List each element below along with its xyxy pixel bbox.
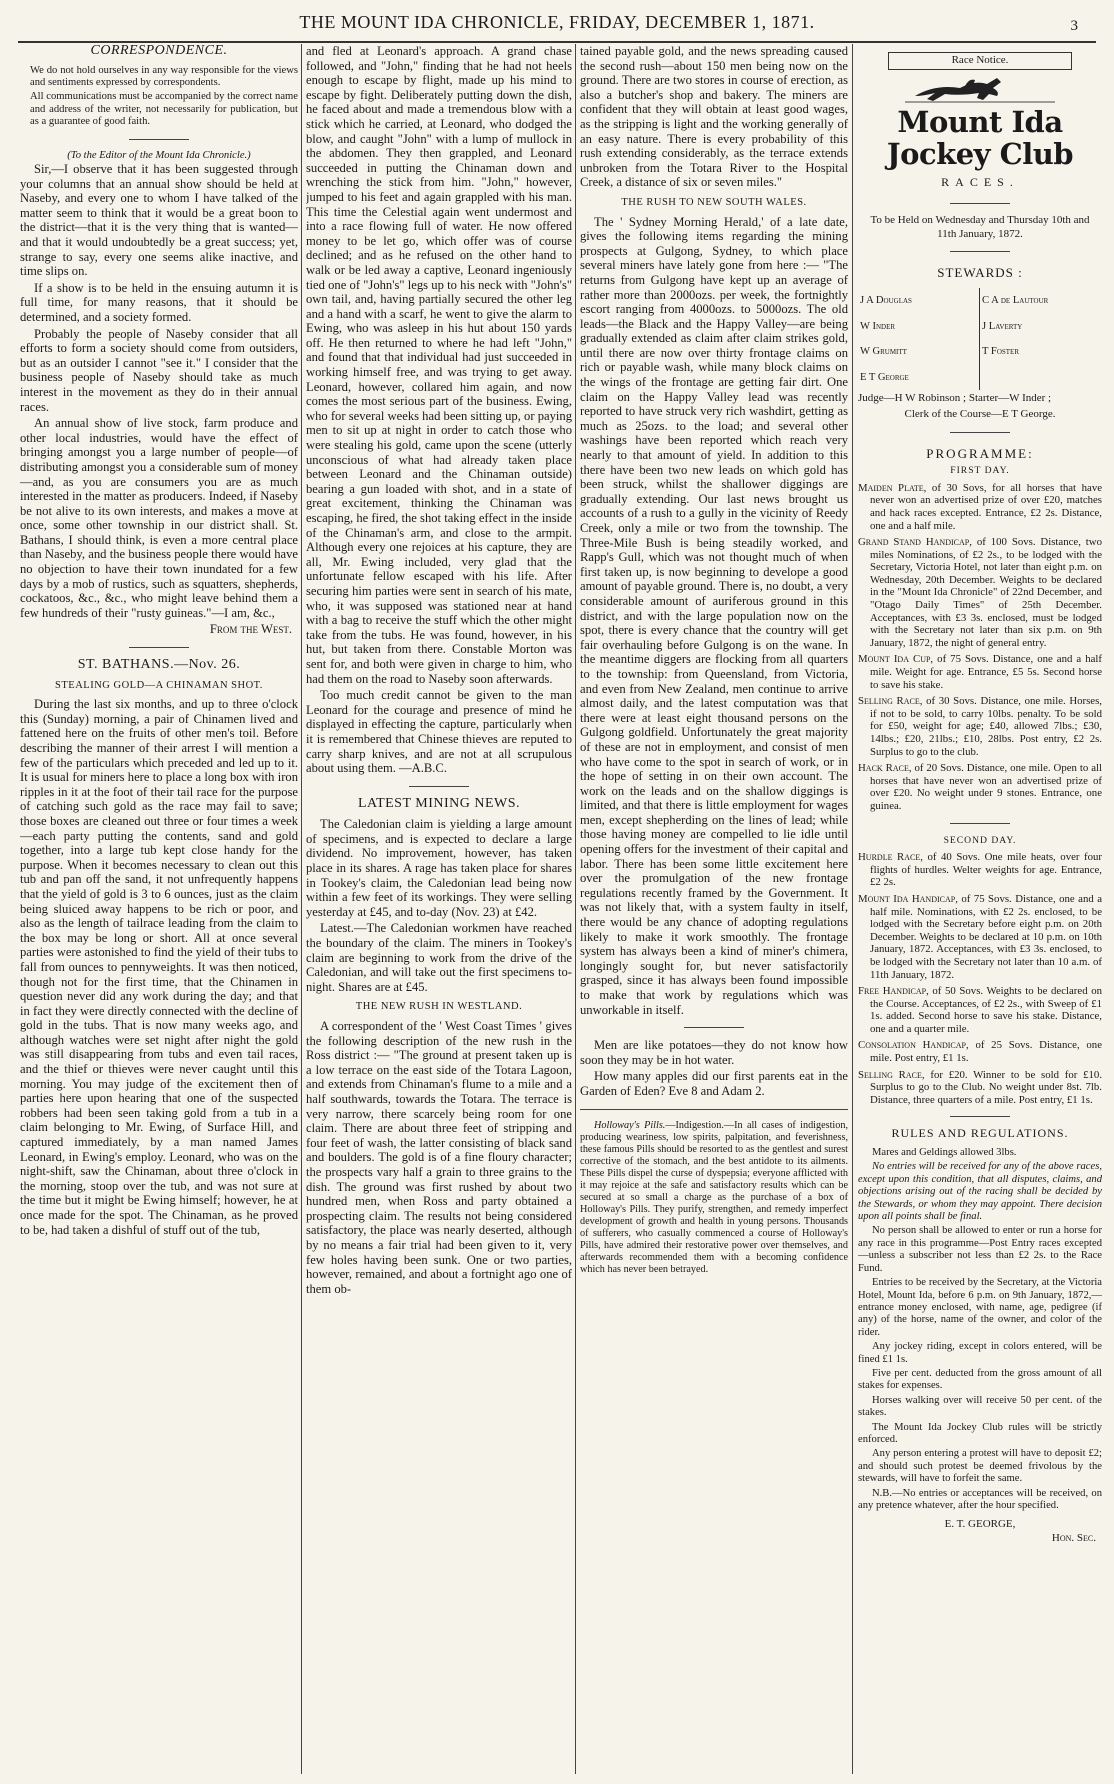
- race-entry: Mount Ida Handicap, of 75 Sovs. Distance, one and a half mile. Nominations, with £2 2s. enclosed, to be lodged with the Secretary before eight p.m. on 20th December. Weights to be declared at 10 p.m. on 10th January, 1872. Acceptances, with £3 3s. enclosed, to be lodged with the Secretary not later than 10 a.m. of 11th January, 1872.: [858, 892, 1102, 981]
- notice-responsibility: We do not hold ourselves in any way responsible for the views and sentiments expressed by correspondents.: [30, 64, 298, 88]
- article-paragraph: The ' Sydney Morning Herald,' of a late date, gives the following items regarding the mining prospects at Gulgong, Sydney, to which place several miners have lately gone from here :— "The returns from Gulgong have kept up an average of rather more than 2000ozs. per week, the fortnightly escort ranging from 4000ozs. to 5000ozs. The old leads—the Black and the Happy Valley—are being gradually extended as claim after claim strikes gold, until there are now over thirty frontage claims on rich or payable wash, while many block claims on the wings of the frontage are getting fair dirt. One claim on the Happy Valley lead was recently reported to have struck very rich washdirt, getting as much as 25ozs. to the load; and several other washings have been reported which reach very nearly to that amount of yield. In addition to this there have been two new leads on which gold has been struck, whilst the shallower diggings are gradually extending. Our last news brought us accounts of a rush to a gully in the vicinity of Reedy Creek, only a mile or two from the township. The Three-Mile Bush is being steadily worked, and Rapp's Gull, which was not thought much of when first taken up, is now beginning to develope a good amount of payable ground. There is, no doubt, a very considerable amount of auriferous ground in this district, and with the large population now on the spot, there is every chance that the country will get fair overhauling before Gulgong is on the wane. In the meantime diggers are flocking from all quarters to the township: from Queensland, from Victoria, and even from New Zealand, men continue to arrive almost daily, and the latest computation was that there were at least eight thousand persons on the Gulgong goldfield. Unfortunately the great majority of these are not in employment, and consist of men who have come to the spot in search of work, or in the hope of setting in on their own account. The work on the leads and on the shallow diggings is limited, and that there is little employment for wages men, except shepherding on the lines of lead; while those having money are compelled to lie idle until opening offers for the investment of their capital and labor. There has been some little excitement here over the promulgation of the new frontage regulations recently framed by the Government. It was not likely that, with a system faulty in itself, there would be any chance of adopting regulations likely to make it work smoothly. The frontage system has always been a kind of miner's chimera, longingly sought for, but never satisfactorily grasped, since it has always been found impossible to make that work by regulations which was unworkable in itself.: [580, 214, 848, 1017]
- rule-item: The Mount Ida Jockey Club rules will be strictly enforced.: [858, 1421, 1102, 1445]
- first-day-label: FIRST DAY.: [950, 465, 1010, 477]
- rule-item: Any jockey riding, except in colors entered, will be fined £1 1s.: [858, 1341, 1102, 1365]
- nsw-heading: THE RUSH TO NEW SOUTH WALES.: [621, 196, 807, 208]
- rule-item: Any person entering a protest will have to deposit £2; and should such protest be deemed frivolous by the stewards, will have to forfeit the same.: [858, 1448, 1102, 1485]
- divider: [950, 432, 1010, 433]
- divider: [409, 786, 469, 787]
- holloway-text: —Indigestion.—In all cases of indigestion, producing weariness, low spirits, palpitation, and feverishness, these famous Pills should be resorted to as the gentlest and surest corrective of the stomach, and the best antidote to its ailments. These Pills dispel the curse of dyspepsia; everyone afflicted with it may rejoice at the safe and satisfactory results which can be secured at so small a charge as the purchase of a box of Holloway's Pills. They purify, strengthen, and remedy imperfect development of growth and health in young persons. Thousands of sufferers, who casually commenced a course of Holloway's Pills, have admired their restorative power over themselves, and afterwards recommended them with a becoming confidence which has never been betrayed.: [580, 1119, 848, 1275]
- divider: [950, 823, 1010, 824]
- letter-addressee: (To the Editor of the Mount Ida Chronicle.): [67, 149, 251, 161]
- divider: [950, 203, 1010, 204]
- notice-communications: All communications must be accompanied by the correct name and address of the writer, not necessarily for publication, but as a guarantee of good faith.: [30, 91, 298, 128]
- race-entry: Consolation Handicap, of 25 Sovs. Distance, one mile. Post entry, £1 1s.: [858, 1039, 1102, 1065]
- westland-heading: THE NEW RUSH IN WESTLAND.: [355, 1001, 523, 1013]
- correspondence-notices: [20, 65, 298, 129]
- divider: [129, 647, 189, 648]
- race-notice-label: Race Notice.: [888, 52, 1072, 70]
- article-paragraph: The Caledonian claim is yielding a large amount of specimens, and is expected to declare a large dividend. No improvement, however, has taken place in its shares. A rage has taken place for shares in Tookey's claim, the Caledonian lead being now within a few feet of its workings. They were selling yesterday at £45, and to-day (Nov. 23) at £42.: [306, 817, 572, 919]
- mining-news-heading: LATEST MINING NEWS.: [357, 795, 521, 811]
- race-entry: Grand Stand Handicap, of 100 Sovs. Distance, two miles Nominations, of £2 2s., to be lodged with the Secretary, Victoria Hotel, not later than eight p.m. on Wednesday, 20th December. Weights to be declared in the "Mount Ida Chronicle" of 22nd December, and "Otago Daily Times" of 25th December. Acceptances, with £3 3s. enclosed, must be lodged with the Secretary not later than six p.m. on 9th January, 1872, the night of general entry.: [858, 536, 1102, 649]
- divider: [580, 1109, 848, 1110]
- column-divider: [301, 44, 302, 1774]
- correspondence-heading: CORRESPONDENCE.: [90, 44, 228, 58]
- divider: [129, 139, 189, 140]
- steward-name: C A de Lautour: [982, 294, 1049, 306]
- article-paragraph: tained payable gold, and the news spreading caused the second rush—about 150 men being now on the ground. There are two stores in course of erection, as also a butcher's shop and bakery. The miners are confident that they will obtain at least good wages, as the stripping is light and the working generally of an easy nature. There is every probability of this rush extending considerably, as the terrace extends unbroken from the Totara River to the Hospital Creek, a distance of six or seven miles.": [580, 44, 848, 190]
- divider: [950, 1116, 1010, 1117]
- article-paragraph: A correspondent of the ' West Coast Times ' gives the following description of the new rush in the Ross district :— "The ground at present taken up is a low terrace on the east side of the Totara Lagoon, and extends from Chinaman's flume to a mile and a half southwards, towards the Totara. The terrace is very narrow, there scarcely being room for one claim. There are about three feet of stripping and four feet of wash, the latter consisting of black sand and boulders. The gold is of a fine floury character; the prospects vary half a grain to three grains to the dish. The ground was first rushed by about two hundred men, when Ross and party obtained a prospecting claim. The results not being considered satisfactory, the place was nearly deserted, although by no means a fair trial had been given to it, very few holes having been sunk. One or two parties, however, remained, and about a fortnight ago one of them ob-: [306, 1019, 572, 1296]
- race-entry: Hurdle Race, of 40 Sovs. One mile heats, over four flights of hurdles. Welter weights for age. Entrance, £2 2s.: [858, 851, 1102, 889]
- rule-item: No entries will be received for any of the above races, except upon this condition, that all disputes, claims, and objections arising out of the racing shall be decided by the Stewards, or whom they may appoint. There decision upon all points shall be final.: [858, 1161, 1102, 1223]
- rule-item: Entries to be received by the Secretary, at the Victoria Hotel, Mount Ida, before 6 p.m. on 9th January, 1872,—entrance money enclosed, with name, age, pedigree (if any) of the horse, name of the owner, and color of the rider.: [858, 1277, 1102, 1338]
- steward-name: [980, 365, 1102, 391]
- race-entry: Free Handicap, of 50 Sovs. Weights to be declared on the Course. Acceptances, of £2 2s., with Sweep of £1 1s. added. Second horse to save his stake. Distance, one and a quarter mile.: [858, 985, 1102, 1035]
- steward-name: W Grumitt: [858, 339, 980, 365]
- rule-item: Horses walking over will receive 50 per cent. of the stakes.: [858, 1394, 1102, 1419]
- article-paragraph: and fled at Leonard's approach. A grand chase followed, and "John," finding that he had not heels enough to escape by flight, made up his mind to escape by fight. Deliberately putting down the dish, he faced about and made a tremendous blow with a stick which he carried, at Leonard, who dodged the blow, and caught "John" with a lump of mullock in the abdomen. They then grappled, and Leonard succeeded in putting the Chinaman down and wrenching the stick from him. "John," however, jumped to his feet and again grappled with his man. This time the Celestial again went undermost and into a race flowing full of water. He now offered money to be let go, which offer was of course declined; and as he refused on the other hand to walk or be led away a captive, Leonard ingeniously tied one of "John's" legs up to his neck with "John's" own tail, and, having partially secured the other leg and a hand with a scarf, he went to give the alarm to Ewing, who was asleep in his hut about 150 yards off. He then returned to where he had left "John," and found that that individual had just succeeded in working himself free, and was trying to get away. Leonard, however, collared him again, and now comes the most serious part of the business. Ewing, who for several weeks had been sitting up, or paying men to sit up at night in order to catch those who were stealing his gold, came upon the scene (utterly unconscious of what had already taken place between Leonard and the Chinaman outside) bearing a gun loaded with shot, and in a state of great excitement, thinking the Chinaman was escaping, he fired, the shot taking effect in the inside of the Chinaman's arm, and close to the armpit. Although every one rejoices at his capture, they are all, Mr. Ewing included, very glad that the unfortunate fellow escaped with his life. After securing him parties were sent in search of his mate, who, it was supposed was stationed near at hand with a bag to receive the stuff which the other might take from the tubs. He was found, however, in his hut, but taken from there. Constable Morton was sent for, and both were given in charge to him, who had them on the road to Naseby soon afterwards.: [306, 44, 572, 686]
- article-paragraph: Latest.—The Caledonian workmen have reached the boundary of the claim. The miners in Tookey's claim are beginning to work from the drive of the Caledonian, and will take out the first specimens to-night. Shares are at £45.: [306, 921, 572, 994]
- page-number: 3: [1070, 18, 1078, 34]
- holloway-title: Holloway's Pills.: [594, 1119, 666, 1131]
- divider: [684, 1027, 744, 1028]
- secretary-name: E. T. GEORGE,: [944, 1518, 1016, 1531]
- race-entry: Maiden Plate, of 30 Sovs, for all horses that have never won an advertised prize of over £20, matches and hack races excepted. Entrance, £2 2s. Distance, one and a half mile.: [858, 481, 1102, 532]
- clerk-line: Clerk of the Course—E T George.: [904, 407, 1056, 420]
- rule-item: Mares and Geldings allowed 3lbs.: [872, 1147, 1017, 1159]
- column-3: [580, 44, 848, 1776]
- column-divider: [575, 44, 576, 1774]
- masthead: [0, 4, 1114, 42]
- race-entry: Mount Ida Cup, of 75 Sovs. Distance, one and a half mile. Weight for age. Entrance, £5 5s. Second horse to save his stake.: [858, 653, 1102, 691]
- secretary-title: Hon. Sec.: [1051, 1532, 1096, 1544]
- letter-paragraph: If a show is to be held in the ensuing autumn it is full time, for many reasons, that it should be determined, and a society formed.: [20, 280, 298, 324]
- letter-paragraph: An annual show of live stock, farm produce and other local industries, would have the effect of bringing amongst you a large number of people—of distributing amongst you a considerable sum of money—and, as you are consumers you are as much interested in the matter as producers. Indeed, if Naseby be not alive to its own interests, and makes a move at once, some other township in our district shall. St. Bathans, I should think, is even a more central place than Naseby, and the business people there would have no objection to have their town inundated for a few days by a mob of rustics, such as squatters, shepherds, cockatoos, &c., &c., who might leave behind them a few hundreds of their "rusty guineas."—I am, &c.,: [20, 416, 298, 620]
- letter-paragraph: Probably the people of Naseby consider that all efforts to form a society should come from outsiders, but as an outsider I cannot "see it." I consider that the business people of Naseby should take as much interest in the movement as they do in their annual races.: [20, 326, 298, 414]
- article-paragraph: During the last six months, and up to three o'clock this (Sunday) morning, a pair of Chinamen lived and fattened here on the fruits of other men's toil. Before describing the manner of their arrest I will mention a few of the particulars which preceded and led up to it. It is usual for miners here to place a long box with iron ripples in it at the foot of their tail race for the purpose of catching such gold as the race may fail to save; those boxes are cleaned out three or four times a week—each party putting the contents, sand and gold together, into a large tub kept close handy for the purpose. When it becomes necessary to clean out this tub and pan off the sand, it not unfrequently happens that the yield of gold is 3 to 6 ounces, just as the claim being sluiced away happens to be rich or poor, and also as the length of tailrace leading from the claim to the box may be long or short. All at once several parties were astonished to find the yield of their tubs to fall from ounces to pennyweights. It was then noticed, though not for the first time, that the Chinamen in question never did any work during the day; and that in fact they were directly connected with the decline of gold in the tubs. That is now many weeks ago, and although watches were set night after night the gold was still disappearing from tubs and even tail races, and the thief or thieves were never caught until this morning. You may judge of the excitement then of parties here upon hearing that one of the suspected robbers had been seen taking gold from a tub in a claim belonging to Mr. Ewing, of Surface Hill, and captured immediately, by a man named James Leonard, in Ewing's employ. Leonard, who was on the night-shift, saw the Chinaman, about three o'clock in the morning, stoop over the tub, and was not sure at the time but it might be Ewing himself; however, he at once made for the spot. The Chinaman, as he proved to be, had taken a dishful of stuff out of the tub,: [20, 697, 298, 1237]
- stewards-list: [858, 288, 1102, 390]
- race-entry: Selling Race, for £20. Winner to be sold for £10. Surplus to go to the Club. No weight under 8st. 7lb. Distance, three quarters of a mile. Post entry, £1 1s.: [858, 1068, 1102, 1106]
- rule-item: N.B.—No entries or acceptances will be received, on any pretence whatever, after the hour specified.: [858, 1487, 1102, 1511]
- column-1: [20, 44, 298, 1776]
- race-entry: Hack Race, of 20 Sovs. Distance, one mile. Open to all horses that have never won an advertised prize of over £20. No weight under 9 stones. Entrance, one guinea.: [858, 762, 1102, 812]
- steward-name: W Inder: [858, 314, 980, 340]
- race-dates: To be Held on Wednesday and Thursday 10th and 11th January, 1872.: [870, 214, 1090, 240]
- letter-paragraph: Sir,—I observe that it has been suggested through your columns that an annual show should be held at Naseby, and every one to whom I have talked of the matter seem to think that it would be a great boon to the district—that it is the very thing that is wanted—and that it would undoubtedly be a great success; yet, strange to say, every one seems alike inactive, and time slips on.: [20, 162, 298, 279]
- race-entry: Selling Race, of 30 Sovs. Distance, one mile. Horses, if not to be sold, to carry 10lbs. penalty. To be sold for £50, weight for age; £40, allowed 7lbs.; £30, 14lbs.; £20, 21lbs.; £10, 28lbs. Post entry, £2 2s. Surplus to go to the club.: [858, 695, 1102, 758]
- programme-heading: PROGRAMME:: [926, 445, 1034, 461]
- second-day-label: SECOND DAY.: [943, 834, 1017, 846]
- steward-name: T Foster: [982, 346, 1019, 358]
- article-paragraph: Too much credit cannot be given to the man Leonard for the courage and presence of mind he displayed in effecting the capture, particularly when it is remembered that Chinese thieves are reputed to carry sharp knives, and are not at all scrupulous about using them. —A.B.C.: [306, 688, 572, 776]
- letter-signature: From the West.: [209, 622, 292, 637]
- steward-name: E T George: [858, 365, 980, 391]
- st-bathans-heading: ST. BATHANS.—Nov. 26.: [77, 657, 241, 673]
- racehorse-illustration: [905, 74, 1055, 104]
- rule-item: Five per cent. deducted from the gross amount of all stakes for expenses.: [858, 1367, 1102, 1392]
- steward-name: J Laverty: [982, 320, 1023, 332]
- column-divider: [852, 44, 853, 1774]
- divider: [950, 251, 1010, 252]
- column-2: [306, 44, 572, 1776]
- st-bathans-subheading: STEALING GOLD—A CHINAMAN SHOT.: [55, 679, 263, 691]
- column-4-race-advert: [858, 44, 1102, 1776]
- rule-item: No person shall be allowed to enter or run a horse for any race in this programme—Post Entry races excepted—unless a subscriber not less than £2 2s. to the Race Fund.: [858, 1225, 1102, 1274]
- rules-heading: RULES AND REGULATIONS.: [891, 1126, 1069, 1141]
- filler-paragraph: Men are like potatoes—they do not know how soon they may be in hot water.: [580, 1038, 848, 1067]
- steward-name: J A Douglas: [858, 288, 980, 314]
- jockey-club-title: Mount Ida Jockey Club: [886, 104, 1074, 171]
- stewards-heading: STEWARDS :: [937, 265, 1023, 281]
- newspaper-title: THE MOUNT IDA CHRONICLE, FRIDAY, DECEMBER 1, 1871.: [299, 12, 815, 32]
- filler-paragraph: How many apples did our first parents eat in the Garden of Eden? Eve 8 and Adam 2.: [580, 1069, 848, 1098]
- judge-starter-line: Judge—H W Robinson ; Starter—W Inder ;: [858, 392, 1052, 405]
- holloway-advert: [580, 1120, 848, 1276]
- races-subtitle: RACES.: [941, 174, 1019, 189]
- masthead-rule: [18, 41, 1096, 43]
